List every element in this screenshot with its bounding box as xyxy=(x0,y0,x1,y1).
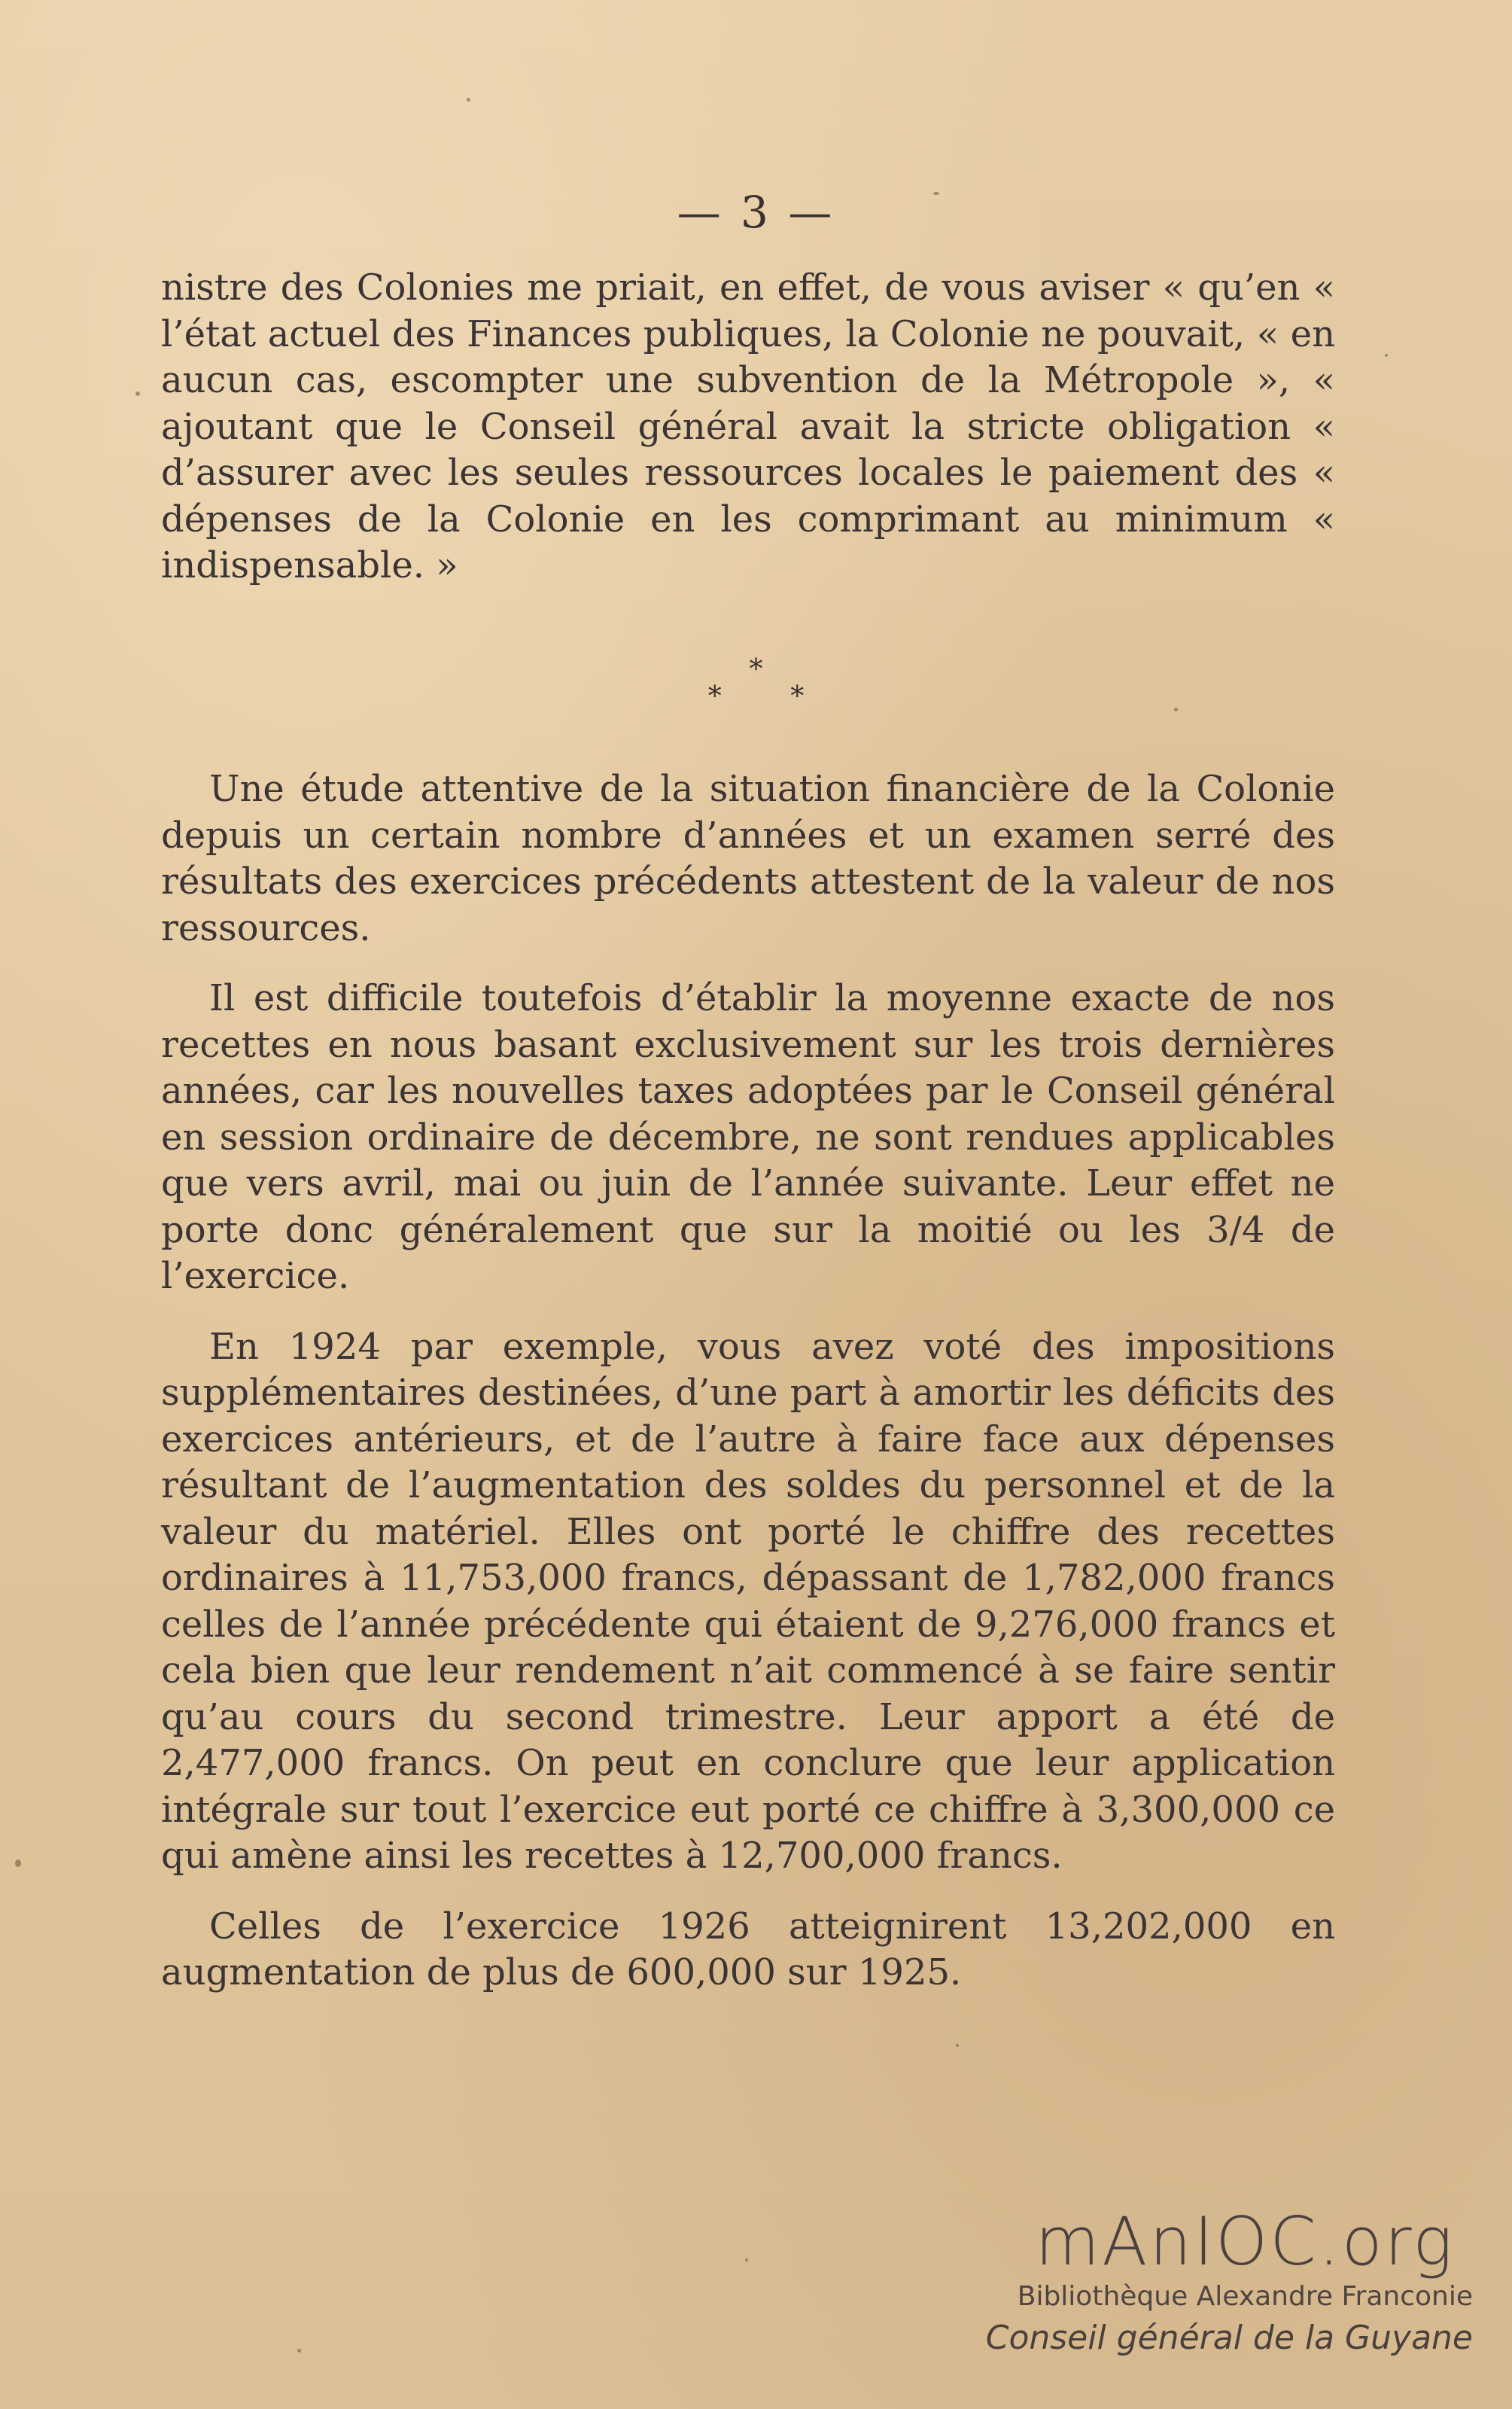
quote-block xyxy=(161,265,1335,614)
body-paragraph-1: Une étude attentive de la situation financière de la Colonie depuis un certain nombre d’années et un examen serré des résultats des exercices précédents attestent de la valeur de nos ressources. xyxy=(161,768,1335,949)
manioc-logo: mAnIOC.org xyxy=(1035,2203,1455,2280)
body-paragraph-4: Celles de l’exercice 1926 atteignirent 13,202,000 en augmentation de plus de 600,000 sur 1925. xyxy=(161,1905,1335,1993)
separator-star-top: * xyxy=(749,654,763,685)
body-paragraph-2: Il est difficile toutefois d’établir la moyenne exacte de nos recettes en nous basant exclusivement sur les trois dernières années, car les nouvelles taxes adoptées par le Conseil général en session ordinaire de décembre, ne sont rendues applicables que vers avril, mai ou juin de l’année suivante. Leur effet ne porte donc généralement que sur la moitié ou les 3/4 de l’exercice. xyxy=(161,977,1335,1297)
paper-speck xyxy=(1385,354,1388,357)
paper-speck xyxy=(956,2044,959,2047)
watermark-library: Bibliothèque Alexandre Franconie xyxy=(1017,2281,1473,2312)
paper-speck xyxy=(933,192,939,195)
page-number: — 3 — xyxy=(677,187,835,238)
section-separator xyxy=(0,656,1512,711)
paper-speck xyxy=(467,98,470,102)
manioc-watermark xyxy=(946,2203,1473,2361)
quote-paragraph: nistre des Colonies me priait, en effet, de vous aviser « qu’en « l’état actuel des Finances publiques, la Colonie ne pouvait, « en aucun cas, escompter une subvention de la Métropole », « ajoutant que le Conseil général avait la stricte obligation « d’assurer avec les seules ressources locales le paiement des « dépenses de la Colonie en les comprimant au minimum « indispensable. » xyxy=(161,266,1335,586)
paper-speck xyxy=(1174,708,1178,711)
watermark-council: Conseil général de la Guyane xyxy=(985,2319,1473,2357)
paper-speck xyxy=(135,391,140,396)
paper-speck xyxy=(745,2258,748,2261)
separator-star-bottom: * * xyxy=(707,681,835,712)
body-paragraph-3: En 1924 par exemple, vous avez voté des impositions supplémentaires destinées, d’une part à amortir les déficits des exercices antérieurs, et de l’autre à faire face aux dépenses résultant de l’augmentation des soldes du personnel et de la valeur du matériel. Elles ont porté le chiffre des recettes ordinaires à 11,753,000 francs, dépassant de 1,782,000 francs celles de l’année précédente qui étaient de 9,276,000 francs et cela bien que leur rendement n’ait commencé à se faire sentir qu’au cours du second trimestre. Leur apport a été de 2,477,000 francs. On peut en conclure que leur application intégrale sur tout l’exercice eut porté ce chiffre à 3,300,000 ce qui amène ainsi les recettes à 12,700,000 francs. xyxy=(161,1325,1335,1877)
paper-speck xyxy=(15,1859,21,1867)
paper-speck xyxy=(297,2349,301,2353)
body-text xyxy=(161,766,1335,2021)
